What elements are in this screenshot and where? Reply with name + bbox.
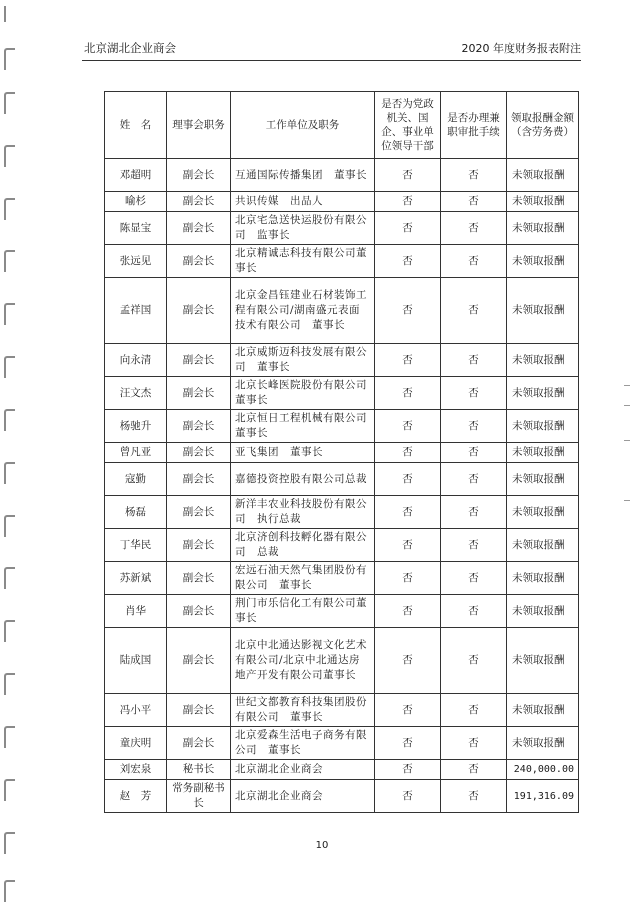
binding-mark <box>4 6 6 22</box>
binding-mark <box>4 462 15 484</box>
cell-unit: 北京宅急送快运股份有限公司 监事长 <box>231 212 375 245</box>
cell-role: 秘书长 <box>167 760 231 780</box>
table-row <box>105 245 579 278</box>
cell-role: 副会长 <box>167 628 231 694</box>
cell-role: 副会长 <box>167 562 231 595</box>
cell-cadre: 否 <box>375 760 441 780</box>
cell-name: 曾凡亚 <box>105 443 167 463</box>
cell-cadre: 否 <box>375 496 441 529</box>
cell-approval: 否 <box>441 529 507 562</box>
cell-cadre: 否 <box>375 159 441 192</box>
column-header-approval: 是否办理兼职审批手续 <box>441 92 507 159</box>
cell-name: 陈显宝 <box>105 212 167 245</box>
cell-fee: 未领取报酬 <box>507 727 579 760</box>
cell-fee: 未领取报酬 <box>507 496 579 529</box>
cell-role: 副会长 <box>167 694 231 727</box>
cell-approval: 否 <box>441 694 507 727</box>
cell-fee: 未领取报酬 <box>507 628 579 694</box>
table-row <box>105 278 579 344</box>
scan-mark <box>624 440 630 441</box>
table-row <box>105 212 579 245</box>
table-row <box>105 463 579 496</box>
table-row <box>105 192 579 212</box>
cell-cadre: 否 <box>375 192 441 212</box>
cell-approval: 否 <box>441 780 507 813</box>
cell-name: 刘宏泉 <box>105 760 167 780</box>
column-header-cadre: 是否为党政机关、国企、事业单位领导干部 <box>375 92 441 159</box>
cell-cadre: 否 <box>375 780 441 813</box>
cell-fee: 240,000.00 <box>507 760 579 780</box>
cell-unit: 北京中北通达影视文化艺术有限公司/北京中北通达房地产开发有限公司董事长 <box>231 628 375 694</box>
cell-role: 副会长 <box>167 463 231 496</box>
table-row <box>105 529 579 562</box>
table-row <box>105 780 579 813</box>
table-row <box>105 595 579 628</box>
binding-mark <box>4 145 15 167</box>
cell-role: 副会长 <box>167 192 231 212</box>
cell-name: 汪文杰 <box>105 377 167 410</box>
table-row <box>105 344 579 377</box>
cell-fee: 未领取报酬 <box>507 159 579 192</box>
cell-fee: 未领取报酬 <box>507 694 579 727</box>
cell-name: 丁华民 <box>105 529 167 562</box>
cell-approval: 否 <box>441 159 507 192</box>
cell-cadre: 否 <box>375 463 441 496</box>
cell-name: 寇勤 <box>105 463 167 496</box>
cell-approval: 否 <box>441 628 507 694</box>
cell-role: 副会长 <box>167 278 231 344</box>
header-org: 北京湖北企业商会 <box>84 41 176 55</box>
cell-name: 杨驰升 <box>105 410 167 443</box>
cell-unit: 北京恒日工程机械有限公司 董事长 <box>231 410 375 443</box>
cell-approval: 否 <box>441 595 507 628</box>
binding-mark <box>4 880 15 902</box>
cell-unit: 北京威斯迈科技发展有限公司 董事长 <box>231 344 375 377</box>
page-header <box>82 38 581 61</box>
column-header-role: 理事会职务 <box>167 92 231 159</box>
cell-unit: 嘉德投资控股有限公司总裁 <box>231 463 375 496</box>
cell-cadre: 否 <box>375 410 441 443</box>
cell-unit: 北京湖北企业商会 <box>231 760 375 780</box>
cell-role: 副会长 <box>167 377 231 410</box>
cell-approval: 否 <box>441 463 507 496</box>
cell-unit: 北京金昌钰建业石材装饰工程有限公司/湖南盛元表面技术有限公司 董事长 <box>231 278 375 344</box>
cell-approval: 否 <box>441 410 507 443</box>
scan-mark <box>624 385 630 386</box>
cell-cadre: 否 <box>375 344 441 377</box>
cell-fee: 未领取报酬 <box>507 212 579 245</box>
binding-mark <box>4 356 15 378</box>
cell-approval: 否 <box>441 377 507 410</box>
binding-mark <box>4 48 15 70</box>
cell-cadre: 否 <box>375 377 441 410</box>
table-row <box>105 159 579 192</box>
binding-mark <box>4 515 15 537</box>
column-header-fee: 领取报酬金额（含劳务费） <box>507 92 579 159</box>
cell-unit: 荆门市乐信化工有限公司董事长 <box>231 595 375 628</box>
cell-cadre: 否 <box>375 562 441 595</box>
cell-unit: 北京济创科技孵化器有限公司 总裁 <box>231 529 375 562</box>
cell-name: 肖华 <box>105 595 167 628</box>
cell-approval: 否 <box>441 344 507 377</box>
cell-approval: 否 <box>441 562 507 595</box>
cell-name: 杨磊 <box>105 496 167 529</box>
column-header-name: 姓 名 <box>105 92 167 159</box>
table-row <box>105 496 579 529</box>
binding-mark <box>4 726 15 748</box>
cell-name: 喻杉 <box>105 192 167 212</box>
cell-role: 副会长 <box>167 727 231 760</box>
cell-role: 副会长 <box>167 529 231 562</box>
cell-cadre: 否 <box>375 529 441 562</box>
cell-unit: 宏远石油天然气集团股份有限公司 董事长 <box>231 562 375 595</box>
cell-fee: 未领取报酬 <box>507 344 579 377</box>
cell-cadre: 否 <box>375 628 441 694</box>
cell-fee: 191,316.09 <box>507 780 579 813</box>
table-row <box>105 443 579 463</box>
cell-cadre: 否 <box>375 443 441 463</box>
binding-mark <box>4 198 15 220</box>
cell-role: 副会长 <box>167 410 231 443</box>
table-row <box>105 727 579 760</box>
cell-fee: 未领取报酬 <box>507 595 579 628</box>
cell-name: 赵 芳 <box>105 780 167 813</box>
cell-name: 冯小平 <box>105 694 167 727</box>
cell-fee: 未领取报酬 <box>507 192 579 212</box>
cell-name: 张远见 <box>105 245 167 278</box>
cell-approval: 否 <box>441 278 507 344</box>
cell-role: 副会长 <box>167 344 231 377</box>
cell-unit: 共识传媒 出品人 <box>231 192 375 212</box>
table-row <box>105 562 579 595</box>
cell-name: 童庆明 <box>105 727 167 760</box>
cell-unit: 亚飞集团 董事长 <box>231 443 375 463</box>
cell-unit: 北京长峰医院股份有限公司董事长 <box>231 377 375 410</box>
cell-cadre: 否 <box>375 278 441 344</box>
cell-cadre: 否 <box>375 694 441 727</box>
cell-unit: 世纪文都教育科技集团股份有限公司 董事长 <box>231 694 375 727</box>
binding-mark <box>4 673 15 695</box>
cell-name: 邓超明 <box>105 159 167 192</box>
table-header-row <box>105 92 579 159</box>
binding-mark <box>4 92 15 114</box>
cell-unit: 北京精诚志科技有限公司董事长 <box>231 245 375 278</box>
table-row <box>105 760 579 780</box>
council-compensation-table <box>104 91 579 813</box>
cell-unit: 新洋丰农业科技股份有限公司 执行总裁 <box>231 496 375 529</box>
cell-unit: 北京爱森生活电子商务有限公司 董事长 <box>231 727 375 760</box>
cell-role: 副会长 <box>167 245 231 278</box>
table-row <box>105 377 579 410</box>
cell-fee: 未领取报酬 <box>507 562 579 595</box>
cell-fee: 未领取报酬 <box>507 463 579 496</box>
cell-role: 副会长 <box>167 443 231 463</box>
binding-mark <box>4 250 15 272</box>
cell-approval: 否 <box>441 212 507 245</box>
cell-cadre: 否 <box>375 212 441 245</box>
cell-approval: 否 <box>441 496 507 529</box>
binding-mark <box>4 567 15 589</box>
binding-mark <box>4 409 15 431</box>
cell-unit: 互通国际传播集团 董事长 <box>231 159 375 192</box>
cell-cadre: 否 <box>375 595 441 628</box>
table-row <box>105 628 579 694</box>
cell-fee: 未领取报酬 <box>507 529 579 562</box>
cell-role: 副会长 <box>167 496 231 529</box>
cell-approval: 否 <box>441 192 507 212</box>
cell-role: 常务副秘书长 <box>167 780 231 813</box>
column-header-unit: 工作单位及职务 <box>231 92 375 159</box>
binding-mark <box>4 620 15 642</box>
binding-mark <box>4 779 15 801</box>
cell-approval: 否 <box>441 760 507 780</box>
cell-fee: 未领取报酬 <box>507 377 579 410</box>
cell-cadre: 否 <box>375 245 441 278</box>
binding-mark <box>4 303 15 325</box>
cell-fee: 未领取报酬 <box>507 443 579 463</box>
cell-name: 孟祥国 <box>105 278 167 344</box>
cell-name: 苏新斌 <box>105 562 167 595</box>
cell-role: 副会长 <box>167 595 231 628</box>
cell-approval: 否 <box>441 245 507 278</box>
table-row <box>105 410 579 443</box>
cell-approval: 否 <box>441 443 507 463</box>
cell-approval: 否 <box>441 727 507 760</box>
page-number: 10 <box>315 840 329 851</box>
header-report-title: 2020 年度财务报表附注 <box>461 42 581 55</box>
cell-role: 副会长 <box>167 212 231 245</box>
cell-fee: 未领取报酬 <box>507 278 579 344</box>
cell-cadre: 否 <box>375 727 441 760</box>
cell-fee: 未领取报酬 <box>507 245 579 278</box>
scan-mark <box>624 500 630 501</box>
table-row <box>105 694 579 727</box>
cell-unit: 北京湖北企业商会 <box>231 780 375 813</box>
cell-name: 向永清 <box>105 344 167 377</box>
cell-name: 陆成国 <box>105 628 167 694</box>
cell-fee: 未领取报酬 <box>507 410 579 443</box>
scan-mark <box>624 405 630 406</box>
cell-role: 副会长 <box>167 159 231 192</box>
